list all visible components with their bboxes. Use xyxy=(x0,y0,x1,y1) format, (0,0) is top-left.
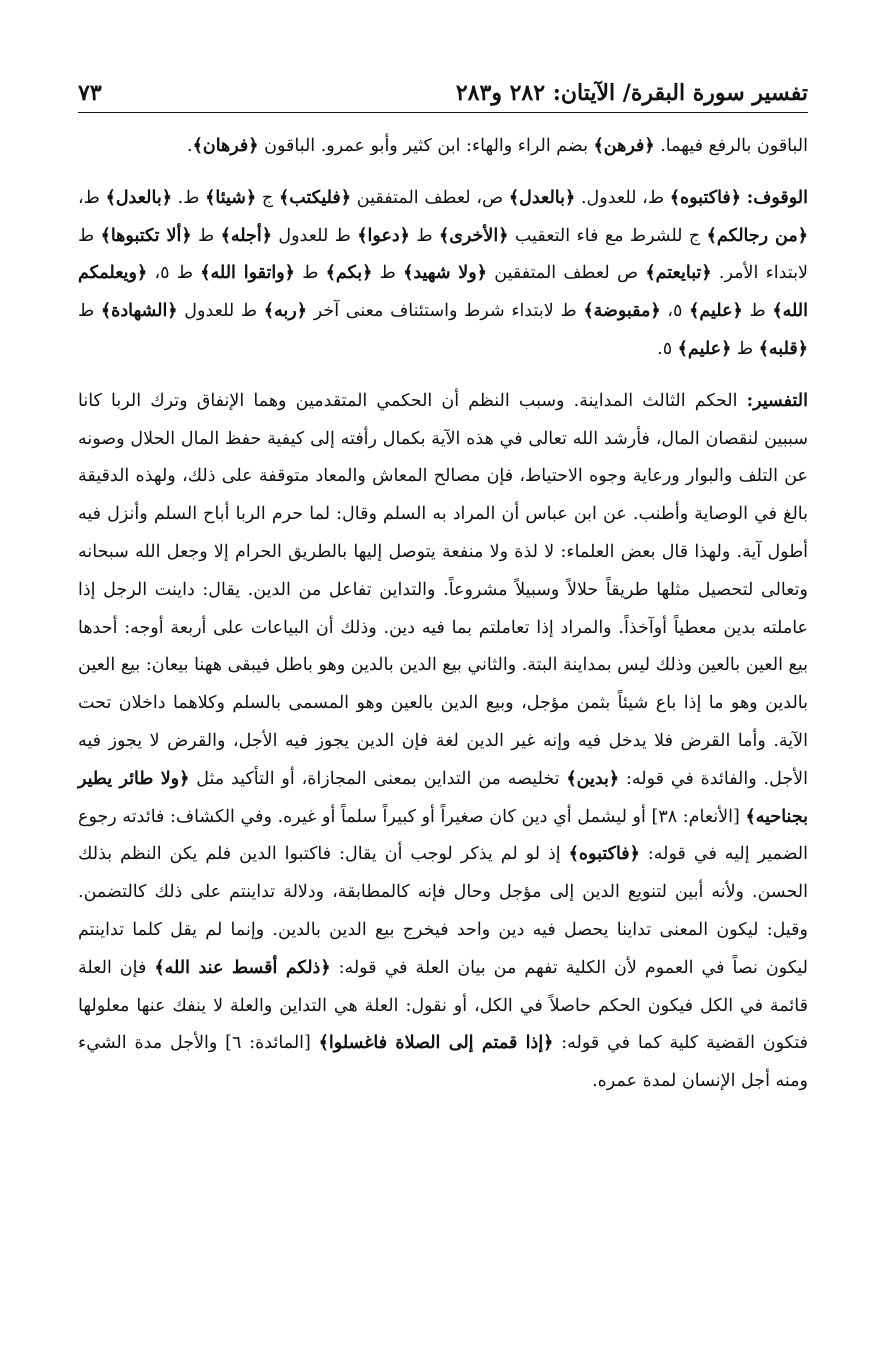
text-run: ج xyxy=(256,187,279,208)
quranic-quote: ﴿إذا قمتم إلى الصلاة فاغسلوا﴾ xyxy=(318,1033,554,1054)
quranic-quote: ﴿ألا تكتبوها﴾ xyxy=(100,225,192,246)
text-run: ط، للعدول. xyxy=(575,187,670,208)
text-run: فإن العلة قائمة في الكل فيكون الحكم حاصلاً في الكل، أو نقول: العلة هي التداين والعلة لا ينفك عنها معلولها فتكون القضية كلية كما في قوله: xyxy=(78,957,808,1054)
quranic-quote: ﴿الأخرى﴾ xyxy=(438,225,509,246)
text-run: ط xyxy=(78,301,101,322)
text-run: ط xyxy=(409,225,439,246)
quranic-quote: ﴿فرهن﴾ xyxy=(593,136,655,156)
text-run: ص لعطف المتفقين xyxy=(487,263,646,284)
text-run: بضم الراء والهاء: ابن كثير وأبو عمرو. الباقون xyxy=(258,136,594,156)
paragraph-pauses xyxy=(78,180,808,369)
quranic-quote: ﴿فرهان﴾ xyxy=(192,136,259,156)
text-run: ط xyxy=(731,338,759,359)
text-run: ط. xyxy=(171,187,206,208)
quranic-quote: ﴿ولا شهيد﴾ xyxy=(403,263,487,284)
text-run: إذ لو لم يذكر لوجب أن يقال: فاكتبوا الدين فلم يكن النظم بذلك الحسن. ولأنه أبين لتنويع الدين إلى مؤجل وحال فإنه كالمطابقة، ودلالة تداينتم على ذلك كالتضمن. وقيل: ليكون المعنى تداينا يحصل فيه دين واحد فيخرج بيع الدين بالدين. وإنما لم يقل كلما تداينتم ليكون نصاً في العموم لأن الكلية تفهم من بيان العلة في قوله: xyxy=(78,844,808,978)
section-label: الوقوف: xyxy=(746,187,808,208)
text-run: . xyxy=(187,136,193,156)
quranic-quote: ﴿ذلكم أقسط عند الله﴾ xyxy=(154,957,331,978)
paragraph-commentary xyxy=(78,383,808,1101)
quranic-quote: ﴿فليكتب﴾ xyxy=(278,187,352,208)
text-run: ط xyxy=(294,263,326,284)
quranic-quote: ﴿أجله﴾ xyxy=(220,225,272,246)
text-run: ط xyxy=(372,263,404,284)
quranic-quote: ﴿قلبه﴾ xyxy=(758,338,808,359)
quranic-quote: ﴿من رجالكم﴾ xyxy=(706,225,809,246)
header-rule xyxy=(78,112,808,113)
quranic-quote: ﴿عليم﴾ xyxy=(677,338,732,359)
text-run: ط، xyxy=(78,187,106,208)
quranic-quote: ﴿بالعدل﴾ xyxy=(508,187,576,208)
quranic-quote: ﴿ويعلمكم الله﴾ xyxy=(78,263,808,322)
text-run: الحكم الثالث المداينة. وسبب النظم أن الحكمي المتقدمين وهما الإنفاق وترك الربا كانا سببين لنقصان المال، فأرشد الله تعالى في هذه الآية بكمال رأفته إلى كيفية حفظ المال الحلال وصونه عن التلف والبوار ورعاية وجوه الاحتياط، فإن مصالح المعاش والمعاد متوقفة على ذلك، ولهذه الدقيقة بالغ في الوصاية وأطنب. عن ابن عباس أن المراد به السلم وقال: لما حرم الربا أباح السلم وأنزل فيه أطول آية. ولهذا قال بعض العلماء: لا لذة ولا منفعة يتوصل إليها بالطريق الحرام إلا وجعل الله سبحانه وتعالى لتحصيل مثلها طريقاً حلالاً وسبيلاً مشروعاً. والتداين تفاعل من الدين. يقال: داينت الرجل إذا عاملته بدين معطياً أوآخذاً. والمراد إذا تعاملتم بما فيه دين. وذلك أن البياعات على أربعة أوجه: أحدها بيع العين بالعين وذلك ليس بمداينة البتة. والثاني بيع الدين بالدين وهو باطل فيبقى ههنا بيعان: بيع العين بالدين وهو ما إذا باع شيئاً بثمن مؤجل، وبيع الدين بالعين وهو المسمى بالسلم وكلاهما داخلان تحت الآية. وأما القرض فلا يدخل فيه وإنه غير الدين لغة فإن الدين يجوز فيه الأجل، والقرض لا يجوز فيه الأجل. والفائدة في قوله: xyxy=(78,390,809,789)
text-run: ط لابتداء شرط واستئناف معنى آخر xyxy=(307,301,584,322)
quranic-quote: ﴿بالعدل﴾ xyxy=(105,187,172,208)
text-run: ط xyxy=(191,225,221,246)
quranic-quote: ﴿واتقوا الله﴾ xyxy=(200,263,295,284)
header-title: تفسير سورة البقرة/ الآيتان: ٢٨٢ و٢٨٣ xyxy=(455,80,808,106)
text-run: ط للعدول xyxy=(177,301,264,322)
text-run: [الأنعام: ٣٨] أو ليشمل أي دين كان صغيراً أو كبيراً سلماً أو غيره. وفي الكشاف: فائدته رجوع الضمير إليه في قوله: xyxy=(78,806,809,865)
text-run: الباقون بالرفع فيهما. xyxy=(654,136,808,156)
running-header xyxy=(78,74,808,114)
quranic-quote: ﴿شيئا﴾ xyxy=(205,187,257,208)
quranic-quote: ﴿دعوا﴾ xyxy=(357,225,410,246)
text-run: ٥، xyxy=(660,301,690,322)
text-run: ط ٥، xyxy=(147,263,201,284)
page-body xyxy=(78,128,808,1101)
paragraph-readings xyxy=(78,128,808,166)
text-run: [المائدة: ٦] والأجل مدة الشيء ومنه أجل الإنسان لمدة عمره. xyxy=(78,1033,808,1092)
text-run: ٥. xyxy=(657,338,678,359)
quranic-quote: ﴿بدين﴾ xyxy=(566,768,620,789)
text-run: ط لابتداء الأمر. xyxy=(78,225,808,284)
section-label: التفسير: xyxy=(746,390,808,411)
quranic-quote: ﴿بكم﴾ xyxy=(325,263,373,284)
quranic-quote: ﴿فاكتبوه﴾ xyxy=(669,187,742,208)
text-run: ط xyxy=(742,301,773,322)
quranic-quote: ﴿عليم﴾ xyxy=(689,301,743,322)
quranic-quote: ﴿الشهادة﴾ xyxy=(100,301,178,322)
page-number: ٧٣ xyxy=(78,80,102,106)
quranic-quote: ﴿ربه﴾ xyxy=(263,301,308,322)
text-run: تخليصه من التداين بمعنى المجازاة، أو التأكيد مثل xyxy=(189,768,567,789)
quranic-quote: ﴿فاكتبوه﴾ xyxy=(568,844,640,865)
text-run: ص، لعطف المتفقين xyxy=(351,187,509,208)
text-run: ط للعدول xyxy=(271,225,358,246)
quranic-quote: ﴿مقبوضة﴾ xyxy=(583,301,661,322)
quranic-quote: ﴿تبايعتم﴾ xyxy=(645,263,712,284)
text-run: ج للشرط مع فاء التعقيب xyxy=(508,225,707,246)
quranic-quote: ﴿ولا طائر يطير بجناحيه﴾ xyxy=(78,768,808,827)
